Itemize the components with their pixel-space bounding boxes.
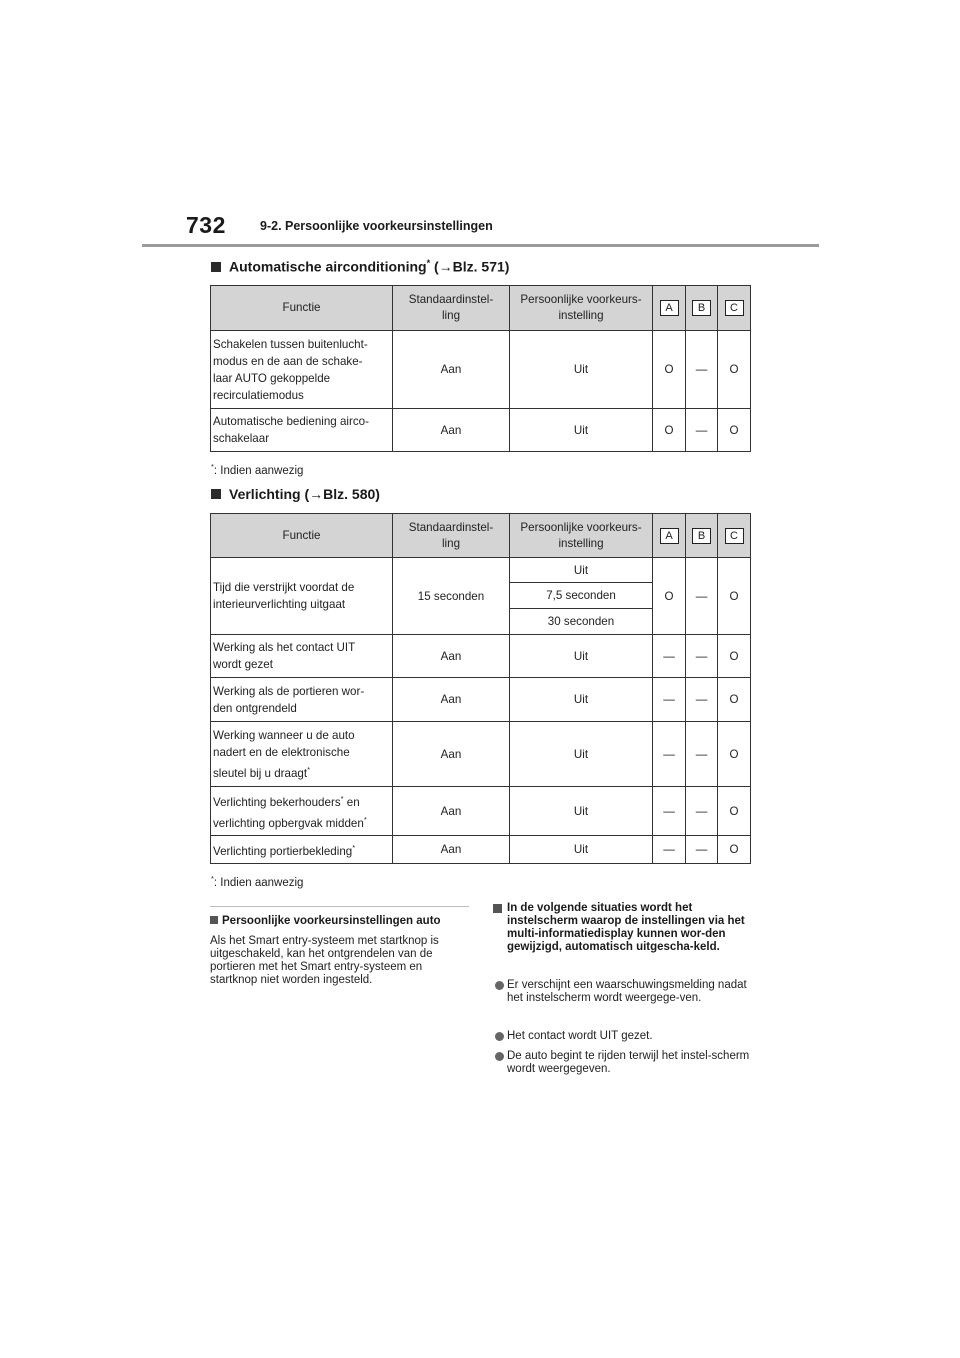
custom-option-cell: 30 seconden — [510, 609, 653, 635]
table-row — [211, 678, 751, 722]
list-item: Er verschijnt een waarschuwingsmelding nadat het instelscherm wordt weergege-ven. — [507, 979, 750, 1005]
arrow-right-icon: → — [438, 258, 453, 275]
bullet-dot-icon — [495, 1032, 504, 1041]
function-cell: Verlichting bekerhouders* en verlichting opbergvak midden* — [211, 787, 393, 836]
custom-cell: Uit — [510, 836, 653, 864]
custom-cell: Uit — [510, 635, 653, 678]
col-b-cell: — — [686, 558, 718, 635]
header-col-a — [653, 514, 686, 558]
custom-cell: Uit — [510, 678, 653, 722]
col-b-cell: — — [686, 836, 718, 864]
square-bullet-icon — [493, 904, 502, 913]
header-col-c — [718, 514, 751, 558]
default-cell: Aan — [393, 722, 510, 787]
function-cell: Werking als het contact UIT wordt gezet — [211, 635, 393, 678]
function-cell: Werking wanneer u de auto nadert en de elektronische sleutel bij u draagt* — [211, 722, 393, 787]
verlichting-settings-table — [210, 513, 751, 864]
default-cell: Aan — [393, 409, 510, 452]
letter-c-icon: C — [725, 528, 744, 544]
col-b-cell: — — [686, 331, 718, 409]
right-note-title: In de volgende situaties wordt het instelscherm waarop de instellingen via het multi-informatiedisplay kunnen wor-den gewijzigd, automatisch uitgescha-keld. — [493, 902, 764, 954]
left-column-divider — [210, 906, 469, 907]
table-row — [211, 722, 751, 787]
header-standaard: Standaardinstel- ling — [393, 514, 510, 558]
section-header: 9-2. Persoonlijke voorkeursinstellingen — [260, 219, 493, 233]
col-a-cell: — — [653, 678, 686, 722]
col-c-cell: O — [718, 331, 751, 409]
list-item: De auto begint te rijden terwijl het instel-scherm wordt weergegeven. — [507, 1050, 750, 1076]
page-number: 732 — [186, 212, 226, 238]
function-cell: Verlichting portierbekleding* — [211, 836, 393, 864]
col-a-cell: — — [653, 635, 686, 678]
verlichting-title-text: Verlichting — [229, 486, 301, 502]
header-persoonlijk: Persoonlijke voorkeurs- instelling — [510, 514, 653, 558]
header-col-b — [686, 286, 718, 331]
square-bullet-icon — [211, 262, 221, 272]
letter-b-icon: B — [692, 300, 711, 316]
col-c-cell: O — [718, 787, 751, 836]
custom-cell: Uit — [510, 409, 653, 452]
custom-cell: Uit — [510, 787, 653, 836]
table-row — [211, 558, 751, 583]
col-c-cell: O — [718, 409, 751, 452]
default-cell: Aan — [393, 331, 510, 409]
letter-c-icon: C — [725, 300, 744, 316]
custom-option-cell: Uit — [510, 558, 653, 583]
airco-ref-prefix: ( — [433, 258, 439, 275]
table-header-row — [211, 286, 751, 331]
table-header-row — [211, 514, 751, 558]
table-row — [211, 409, 751, 452]
left-note-title: Persoonlijke voorkeursinstellingen auto — [210, 915, 480, 928]
function-cell: Automatische bediening airco- schakelaar — [211, 409, 393, 452]
col-c-cell: O — [718, 678, 751, 722]
header-col-c — [718, 286, 751, 331]
col-b-cell: — — [686, 787, 718, 836]
header-col-b — [686, 514, 718, 558]
list-item: Het contact wordt UIT gezet. — [507, 1030, 750, 1043]
function-cell: Werking als de portieren wor- den ontgrendeld — [211, 678, 393, 722]
table-row — [211, 635, 751, 678]
table-row — [211, 331, 751, 409]
verlichting-page-reference: Blz. 580) — [323, 486, 380, 502]
custom-cell: Uit — [510, 722, 653, 787]
verlichting-section-title — [211, 486, 380, 502]
col-c-cell: O — [718, 558, 751, 635]
letter-b-icon: B — [692, 528, 711, 544]
custom-cell: Uit — [510, 331, 653, 409]
col-c-cell: O — [718, 722, 751, 787]
verlichting-ref-prefix: ( — [304, 486, 310, 502]
col-b-cell: — — [686, 409, 718, 452]
default-cell: Aan — [393, 678, 510, 722]
bullet-dot-icon — [495, 1052, 504, 1061]
default-cell: 15 seconden — [393, 558, 510, 635]
airco-settings-table — [210, 285, 751, 452]
square-bullet-icon — [211, 489, 221, 499]
header-col-a — [653, 286, 686, 331]
left-note-body: Als het Smart entry-systeem met startknop is uitgeschakeld, kan het ontgrendelen van de portieren met het Smart entry-systeem en startknop niet worden ingesteld. — [210, 935, 439, 986]
header-standaard: Standaardinstel- ling — [393, 286, 510, 331]
default-cell: Aan — [393, 635, 510, 678]
col-b-cell: — — [686, 635, 718, 678]
letter-a-icon: A — [660, 300, 679, 316]
col-a-cell: O — [653, 331, 686, 409]
header-functie: Functie — [211, 514, 393, 558]
default-cell: Aan — [393, 787, 510, 836]
airco-footnote: *: Indien aanwezig — [211, 462, 304, 477]
airco-title-text: Automatische airconditioning — [229, 258, 427, 275]
airco-page-reference: Blz. 571) — [452, 258, 510, 275]
col-a-cell: — — [653, 787, 686, 836]
table-row — [211, 787, 751, 836]
bullet-dot-icon — [495, 981, 504, 990]
function-cell: Schakelen tussen buitenlucht- modus en de aan de schake- laar AUTO gekoppelde recirculatiemodus — [211, 331, 393, 409]
col-c-cell: O — [718, 635, 751, 678]
letter-a-icon: A — [660, 528, 679, 544]
custom-option-cell: 7,5 seconden — [510, 583, 653, 609]
header-functie: Functie — [211, 286, 393, 331]
col-c-cell: O — [718, 836, 751, 864]
header-persoonlijk: Persoonlijke voorkeurs- instelling — [510, 286, 653, 331]
airco-section-title — [211, 258, 509, 275]
verlichting-footnote: *: Indien aanwezig — [211, 874, 304, 889]
col-a-cell: — — [653, 836, 686, 864]
col-a-cell: O — [653, 409, 686, 452]
header-divider — [142, 244, 819, 247]
airco-title-star: * — [426, 258, 431, 268]
col-b-cell: — — [686, 678, 718, 722]
default-cell: Aan — [393, 836, 510, 864]
table-row — [211, 836, 751, 864]
col-a-cell: O — [653, 558, 686, 635]
function-cell: Tijd die verstrijkt voordat de interieurverlichting uitgaat — [211, 558, 393, 635]
col-a-cell: — — [653, 722, 686, 787]
square-bullet-icon — [210, 916, 218, 924]
arrow-right-icon: → — [309, 486, 324, 502]
col-b-cell: — — [686, 722, 718, 787]
